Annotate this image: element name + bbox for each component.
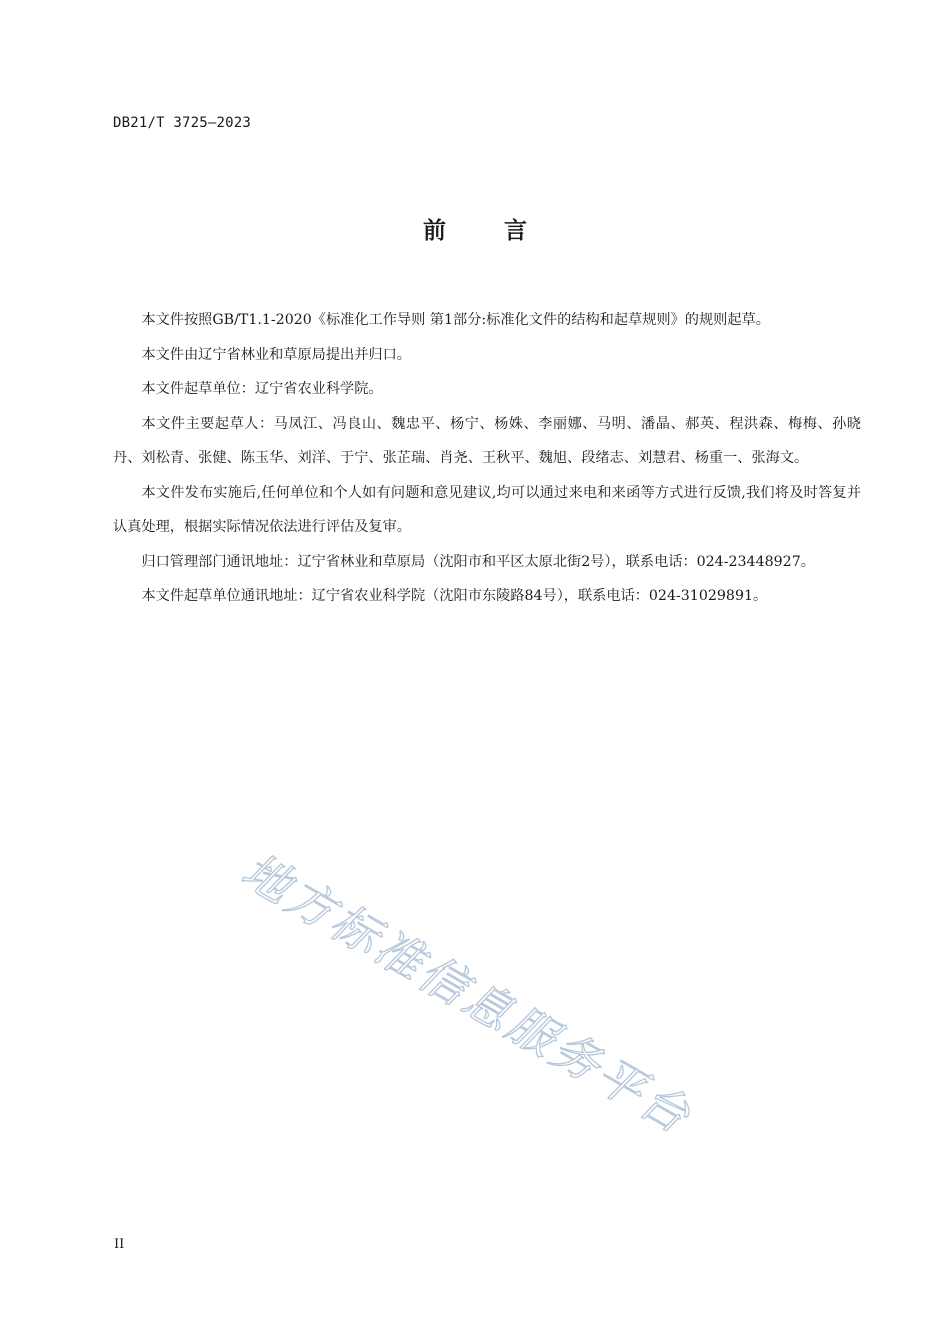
page-number: II bbox=[114, 1237, 125, 1252]
paragraph-drafters: 本文件主要起草人：马凤江、冯良山、魏忠平、杨宁、杨姝、李丽娜、马明、潘晶、郝英、程洪森、梅梅、孙晓丹、刘松青、张健、陈玉华、刘洋、于宁、张芷瑞、肖尧、王秋平、魏旭、段绪志、刘慧君、杨重一、张海文。 bbox=[113, 415, 861, 466]
paragraph-drafting-unit: 本文件起草单位：辽宁省农业科学院。 bbox=[141, 381, 383, 397]
document-code: DB21/T 3725—2023 bbox=[113, 115, 252, 131]
paragraph-feedback: 本文件发布实施后,任何单位和个人如有问题和意见建议,均可以通过来电和来函等方式进行反馈,我们将及时答复并认真处理，根据实际情况依法进行评估及复审。 bbox=[113, 484, 861, 535]
paragraph-admin-address: 归口管理部门通讯地址：辽宁省林业和草原局（沈阳市和平区太原北街2号），联系电话：024-23448927。 bbox=[141, 553, 815, 570]
watermark: 地方标准信息服务平台 bbox=[232, 843, 702, 1146]
paragraph-proposer: 本文件由辽宁省林业和草原局提出并归口。 bbox=[141, 346, 411, 363]
foreword-content bbox=[113, 303, 861, 614]
paragraph-drafting-rules: 本文件按照GB/T1.1-2020《标准化工作导则 第1部分:标准化文件的结构和起草规则》的规则起草。 bbox=[141, 312, 770, 328]
paragraph-drafter-address: 本文件起草单位通讯地址：辽宁省农业科学院（沈阳市东陵路84号），联系电话：024-31029891。 bbox=[141, 588, 768, 604]
title-char-1: 前 bbox=[423, 218, 446, 244]
title-char-2: 言 bbox=[504, 218, 527, 244]
page-title bbox=[0, 212, 950, 245]
